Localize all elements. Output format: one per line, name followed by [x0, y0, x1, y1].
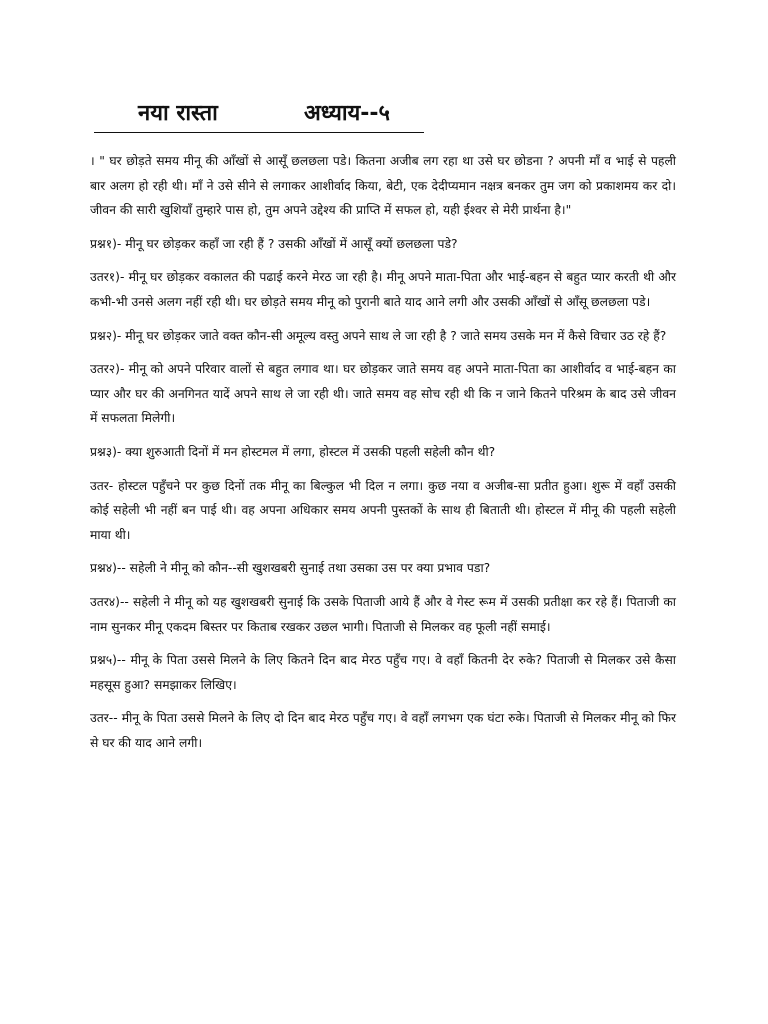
question-3: प्रश्न३)- क्या शुरुआती दिनों में मन होस्टमल में लगा, होस्टल में उसकी पहली सहेली कौन थी?: [90, 444, 496, 459]
chapter-number: अध्याय--५: [304, 101, 390, 126]
lesson-title: नया रास्ता: [138, 101, 218, 126]
question-2: प्रश्न२)- मीनू घर छोड़कर जाते वक्त कौन-सी अमूल्य वस्तु अपने साथ ले जा रही है ? जाते समय उसके मन में कैसे विचार उठ रहे हैं?: [90, 328, 667, 343]
answer-1: उतर१)- मीनू घर छोड़कर वकालत की पढाई करने मेरठ जा रही है। मीनू अपने माता-पिता और भाई-बहन से बहुत प्यार करती थी और कभी-भी उनसे अलग नहीं रही थी। घर छोड़ते समय मीनू को पुरानी बाते याद आने लगी और उसकी आँखों से आँसू छलछला पडे।: [90, 270, 676, 309]
intro-passage: । " घर छोड़ते समय मीनू की आँखों से आसूँ छलछला पडे। कितना अजीब लग रहा था उसे घर छोडना ? अपनी माँ व भाई से पहली बार अलग हो रही थी। माँ ने उसे सीने से लगाकर आशीर्वाद किया, बेटी, एक देदीप्यमान नक्षत्र बनकर तुम जग को प्रकाशमय कर दो। जीवन की सारी खुशियाँ तुम्हारे पास हो, तुम अपने उद्देश्य की प्राप्ति में सफल हो, यही ईश्वर से मेरी प्रार्थना है।": [90, 154, 676, 218]
question-1: प्रश्न१)- मीनू घर छोड़कर कहाँ जा रही हैं ? उसकी आँखों में आसूँ क्यों छलछला पडे?: [90, 236, 458, 251]
answer-5: उतर-- मीनू के पिता उससे मिलने के लिए दो दिन बाद मेरठ पहुँच गए। वे वहाँ लगभग एक घंटा रुके। पिताजी से मिलकर मीनू को फिर से घर की याद आने लगी।: [90, 711, 676, 750]
question-4: प्रश्न४)-- सहेली ने मीनू को कौन--सी खुशखबरी सुनाई तथा उसका उस पर क्या प्रभाव पडा?: [90, 561, 491, 576]
answer-4: उतर४)-- सहेली ने मीनू को यह खुशखबरी सुनाई कि उसके पिताजी आये हैं और वे गेस्ट रूम में उसकी प्रतीक्षा कर रहे हैं। पिताजी का नाम सुनकर मीनू एकदम बिस्तर पर किताब रखकर उछल भागी। पिताजी से मिलकर वह फूली नहीं समाई।: [90, 594, 676, 634]
answer-2: उतर२)- मीनू को अपने परिवार वालों से बहुत लगाव था। घर छोड़कर जाते समय वह अपने माता-पिता का आशीर्वाद व भाई-बहन का प्यार और घर की अनगिनत यादें अपने साथ ले जा रही थी। जाते समय वह सोच रही थी कि न जाने कितने परिश्रम के बाद उसे जीवन में सफलता मिलेगी।: [90, 362, 676, 426]
answer-3: उतर- होस्टल पहुँचने पर कुछ दिनों तक मीनू का बिल्कुल भी दिल न लगा। कुछ नया व अजीब-सा प्रतीत हुआ। शुरू में वहाँ उसकी कोई सहेली भी नहीं बन पाई थी। वह अपना अधिकार समय अपनी पुस्तकों के साथ ही बिताती थी। होस्टल में मीनू की पहली सहेली माया थी।: [90, 478, 676, 542]
document-body: [90, 149, 676, 755]
question-5: प्रश्न५)-- मीनू के पिता उससे मिलने के लिए कितने दिन बाद मेरठ पहुँच गए। वे वहाँ कितनी देर रुके? पिताजी से मिलकर उसे कैसा महसूस हुआ? समझाकर लिखिए।: [90, 653, 676, 692]
chapter-heading: [94, 98, 424, 133]
